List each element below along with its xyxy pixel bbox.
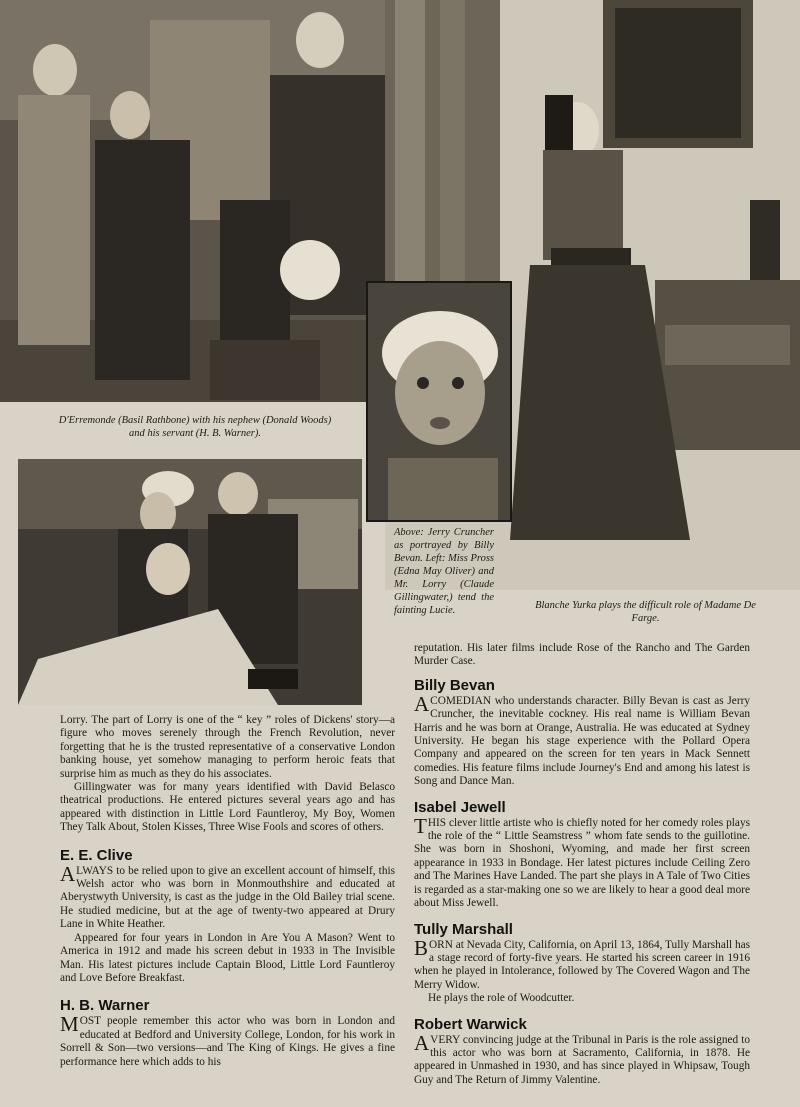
warwick-paragraph: AVERY convincing judge at the Tribunal in Paris is the role assigned to this actor who was born at Sacramento, California, in 1878. He appeared in Unmashed in 1930, and has since played in Whipsaw, Tough Guy and The Return of Jimmy Valentine. [414, 1030, 750, 1086]
warwick-initial: A [414, 1030, 430, 1055]
heading-warner: H. B. Warner [60, 997, 150, 1015]
clive-paragraph-2: Appeared for four years in London in Are You A Mason? Went to America in 1912 and made his screen debut in 1933 in The Invisible Man. His latest pictures include Captain Blood, Little Lord Fauntleroy and Love Before Breakfast. [60, 931, 395, 984]
gillingwater-paragraph: Gillingwater was for many years identified with David Belasco theatrical productions. He entered pictures several years ago and has appeared with distinction in Little Lord Fauntleroy, My Boy, Women They Talk About, Stolen Kisses, Three Wise Fools and scores of others. [60, 781, 395, 834]
right-text-column [414, 642, 750, 1087]
caption-cruncher-lucie: Above: Jerry Cruncher as portrayed by Billy Bevan. Left: Miss Pross (Edna May Oliver) and Mr. Lorry (Claude Gillingwater,) tend the fainting Lucie. [394, 527, 494, 616]
marshall-paragraph-2: He plays the role of Woodcutter. [428, 992, 575, 1005]
marshall-paragraph-1: BORN at Nevada City, California, on April 13, 1864, Tully Marshall has a stage record of forty-five years. He started his screen career in 1916 when he played in Intolerance, followed by The Covered Wagon and The Merry Widow. [414, 935, 750, 991]
photo-jerry-cruncher [366, 281, 512, 522]
heading-marshall: Tully Marshall [414, 920, 513, 938]
bevan-initial: A [414, 691, 430, 716]
marshall-initial: B [414, 935, 429, 960]
caption-derremonde: D'Erremonde (Basil Rathbone) with his nephew (Donald Woods) and his servant (H. B. Warner). [58, 415, 332, 439]
jewell-paragraph: THIS clever little artiste who is chiefly noted for her comedy roles plays the role of the “ Little Seamstress ” whom fate sends to the guillotine. She was born in Shoshoni, Wyoming, and made her first screen appearance in 1933 in Bondage. Her latest pictures include Ceiling Zero and The Marines Have Landed. The part she plays in A Tale of Two Cities is regarded as a star-making one so we are likely to hear a good deal more about Miss Jewell. [414, 813, 750, 910]
clive-paragraph-1: ALWAYS to be relied upon to give an excellent account of himself, this Welsh actor who was born in Monmouthshire and educated at Aberystwyth University, is cast as the judge in the Old Bailey trial scene. He studied medicine, but at the age of twenty-two appeared at Drury Lane in White Heather. [60, 861, 395, 931]
photo-fainting-lucie [18, 459, 362, 705]
heading-clive: E. E. Clive [60, 846, 133, 864]
warner-initial: M [60, 1012, 79, 1037]
jewell-initial: T [414, 813, 427, 838]
warner-continuation: reputation. His later films include Rose of the Rancho and The Garden Murder Case. [414, 642, 750, 668]
clive-initial: A [60, 861, 76, 886]
left-text-column [60, 714, 395, 1069]
bevan-paragraph: ACOMEDIAN who understands character. Billy Bevan is cast as Jerry Cruncher, the inevitable cockney. His real name is William Bevan Harris and he was born at Orange, Australia. He was educated at Sydney University. He began his stage experience with the Pollard Opera Company and appeared on the screen for ten years in Mack Sennett comedies. His feature films include Journey's End and among his latest is Song and Dance Man. [414, 691, 750, 788]
lorry-paragraph: Lorry. The part of Lorry is one of the “ key ” roles of Dickens' story—a figure who moves serenely through the French Revolution, never forgetting that he is the trusted representative of a conservative London banking house, yet somehow managing to perform heroic feats that surprise him as much as they do his associates. [60, 714, 395, 780]
caption-madame-defarge: Blanche Yurka plays the difficult role of Madame De Farge. [535, 600, 756, 624]
warner-paragraph-1: MOST people remember this actor who was born in London and educated at Bedford and University College, London, for his work in Sorrell & Son—two versions—and The King of Kings. He gives a fine performance here which adds to his [60, 1012, 395, 1068]
photo-derremonde-scene [0, 0, 405, 402]
heading-warwick: Robert Warwick [414, 1015, 527, 1033]
heading-jewell: Isabel Jewell [414, 798, 506, 816]
heading-bevan: Billy Bevan [414, 676, 495, 694]
